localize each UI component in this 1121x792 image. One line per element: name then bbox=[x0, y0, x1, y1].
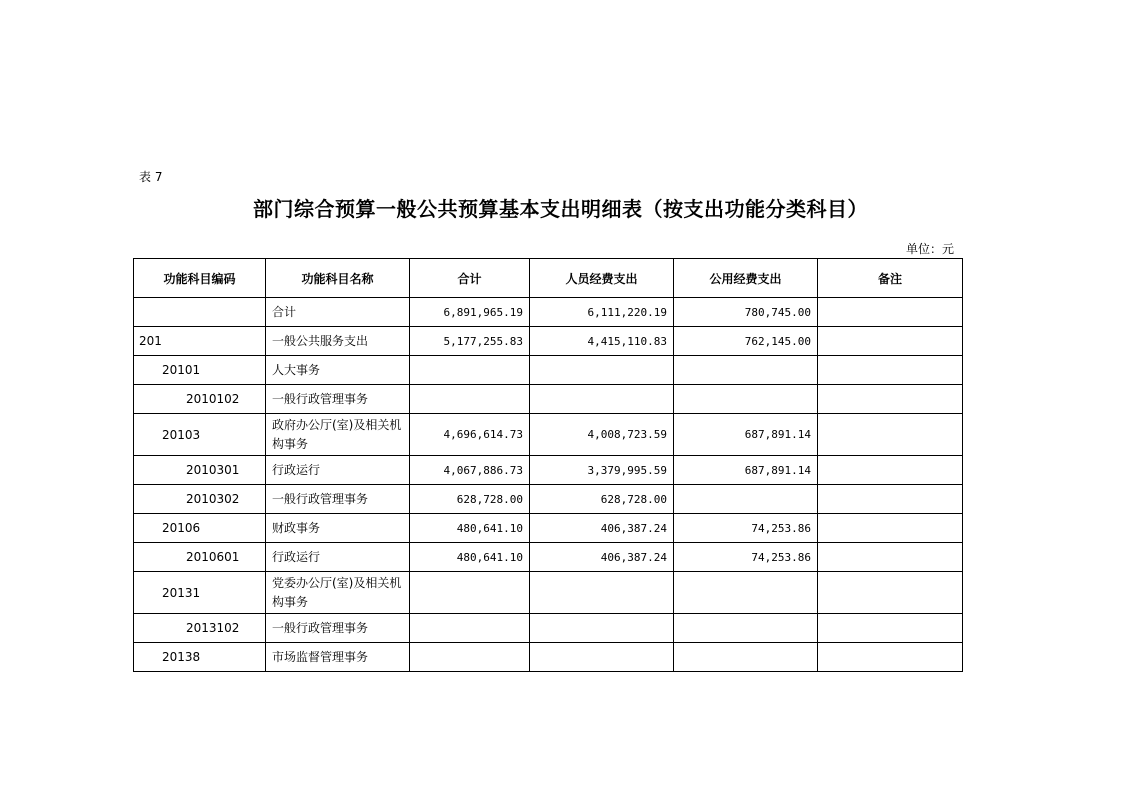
cell-code: 2010102 bbox=[134, 385, 266, 414]
header-remarks: 备注 bbox=[818, 259, 963, 298]
cell-remarks bbox=[818, 327, 963, 356]
cell-name: 市场监督管理事务 bbox=[266, 643, 410, 672]
cell-total bbox=[410, 572, 530, 614]
cell-public bbox=[674, 614, 818, 643]
cell-code: 20106 bbox=[134, 514, 266, 543]
cell-personnel: 406,387.24 bbox=[530, 514, 674, 543]
cell-public bbox=[674, 485, 818, 514]
cell-public bbox=[674, 356, 818, 385]
table-row bbox=[134, 385, 963, 414]
cell-code: 201 bbox=[134, 327, 266, 356]
cell-name: 一般公共服务支出 bbox=[266, 327, 410, 356]
cell-personnel: 406,387.24 bbox=[530, 543, 674, 572]
table-row bbox=[134, 298, 963, 327]
cell-personnel: 628,728.00 bbox=[530, 485, 674, 514]
cell-code: 20101 bbox=[134, 356, 266, 385]
cell-code: 2010301 bbox=[134, 456, 266, 485]
cell-name: 行政运行 bbox=[266, 456, 410, 485]
cell-personnel: 3,379,995.59 bbox=[530, 456, 674, 485]
header-public: 公用经费支出 bbox=[674, 259, 818, 298]
cell-code: 2010601 bbox=[134, 543, 266, 572]
cell-personnel: 4,008,723.59 bbox=[530, 414, 674, 456]
table-row bbox=[134, 327, 963, 356]
cell-personnel bbox=[530, 643, 674, 672]
cell-public: 74,253.86 bbox=[674, 514, 818, 543]
cell-personnel bbox=[530, 356, 674, 385]
cell-total bbox=[410, 356, 530, 385]
cell-public bbox=[674, 572, 818, 614]
cell-public: 780,745.00 bbox=[674, 298, 818, 327]
table-row bbox=[134, 572, 963, 614]
table-header-row bbox=[134, 259, 963, 298]
table-row bbox=[134, 543, 963, 572]
cell-name: 党委办公厅(室)及相关机构事务 bbox=[266, 572, 410, 614]
cell-remarks bbox=[818, 456, 963, 485]
cell-public bbox=[674, 643, 818, 672]
table-row bbox=[134, 485, 963, 514]
cell-personnel bbox=[530, 572, 674, 614]
cell-name: 一般行政管理事务 bbox=[266, 385, 410, 414]
cell-code: 20103 bbox=[134, 414, 266, 456]
table-row bbox=[134, 356, 963, 385]
cell-total bbox=[410, 614, 530, 643]
cell-name: 政府办公厅(室)及相关机构事务 bbox=[266, 414, 410, 456]
cell-personnel: 4,415,110.83 bbox=[530, 327, 674, 356]
cell-code: 20138 bbox=[134, 643, 266, 672]
cell-name: 一般行政管理事务 bbox=[266, 485, 410, 514]
cell-personnel: 6,111,220.19 bbox=[530, 298, 674, 327]
cell-code: 20131 bbox=[134, 572, 266, 614]
table-row bbox=[134, 456, 963, 485]
cell-public: 74,253.86 bbox=[674, 543, 818, 572]
cell-code: 2010302 bbox=[134, 485, 266, 514]
cell-remarks bbox=[818, 356, 963, 385]
cell-total: 480,641.10 bbox=[410, 543, 530, 572]
cell-name: 合计 bbox=[266, 298, 410, 327]
cell-remarks bbox=[818, 514, 963, 543]
header-name: 功能科目名称 bbox=[266, 259, 410, 298]
cell-total: 480,641.10 bbox=[410, 514, 530, 543]
cell-remarks bbox=[818, 485, 963, 514]
cell-remarks bbox=[818, 543, 963, 572]
cell-total: 628,728.00 bbox=[410, 485, 530, 514]
cell-remarks bbox=[818, 614, 963, 643]
cell-remarks bbox=[818, 414, 963, 456]
table-row bbox=[134, 514, 963, 543]
cell-name: 人大事务 bbox=[266, 356, 410, 385]
page-title: 部门综合预算一般公共预算基本支出明细表（按支出功能分类科目） bbox=[253, 197, 868, 221]
cell-name: 行政运行 bbox=[266, 543, 410, 572]
table-row bbox=[134, 614, 963, 643]
cell-code: 2013102 bbox=[134, 614, 266, 643]
header-code: 功能科目编码 bbox=[134, 259, 266, 298]
cell-personnel bbox=[530, 614, 674, 643]
cell-remarks bbox=[818, 298, 963, 327]
table-number-label: 表 7 bbox=[139, 170, 163, 184]
cell-total: 5,177,255.83 bbox=[410, 327, 530, 356]
cell-total: 4,696,614.73 bbox=[410, 414, 530, 456]
header-personnel: 人员经费支出 bbox=[530, 259, 674, 298]
cell-public: 687,891.14 bbox=[674, 414, 818, 456]
cell-remarks bbox=[818, 643, 963, 672]
cell-public: 762,145.00 bbox=[674, 327, 818, 356]
cell-total: 6,891,965.19 bbox=[410, 298, 530, 327]
cell-total bbox=[410, 385, 530, 414]
cell-total bbox=[410, 643, 530, 672]
unit-label: 单位：元 bbox=[905, 242, 954, 256]
header-total: 合计 bbox=[410, 259, 530, 298]
cell-name: 一般行政管理事务 bbox=[266, 614, 410, 643]
cell-total: 4,067,886.73 bbox=[410, 456, 530, 485]
cell-personnel bbox=[530, 385, 674, 414]
budget-table bbox=[133, 258, 963, 672]
cell-code bbox=[134, 298, 266, 327]
cell-remarks bbox=[818, 572, 963, 614]
cell-public: 687,891.14 bbox=[674, 456, 818, 485]
cell-name: 财政事务 bbox=[266, 514, 410, 543]
cell-public bbox=[674, 385, 818, 414]
table-row bbox=[134, 414, 963, 456]
table-row bbox=[134, 643, 963, 672]
cell-remarks bbox=[818, 385, 963, 414]
